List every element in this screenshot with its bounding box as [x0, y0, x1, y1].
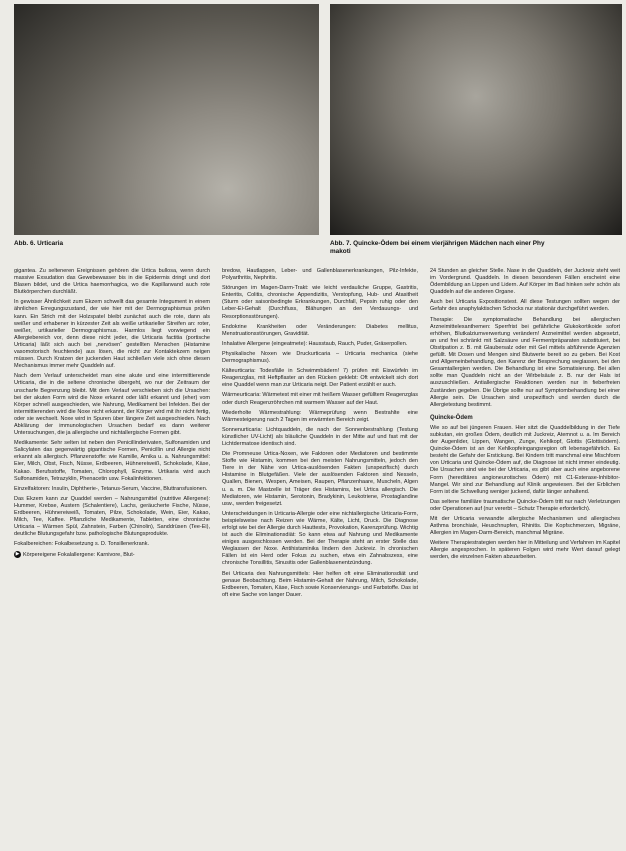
text-column-3 [430, 268, 620, 565]
figure-6-photo [14, 4, 319, 235]
paragraph: Endokrine Krankheiten oder Veränderungen: Diabetes mellitus, Menstruationsstörungen, Gravidität. [222, 323, 418, 337]
figure-7-title-cont: makoti [330, 248, 351, 255]
paragraph: Unterscheidungen in Urticaria-Allergie oder eine nichtallergische Urticaria-Form, beispielsweise nach Reizen wie Wärme, Kälte, Licht, Druck. Die Diagnose erfolgt wie bei der Allergie durch Hauttests, Provokation, Karenzprüfung. Wichtig ist auch die Eliminationsdiät: So kann etwa auf Nahrung und Medikamente einiges ausgeschlossen werden. Bei der Therapie steht an erster Stelle das Weglassen der Noxe. Antihistaminika lindern den Juckreiz. In chronischen Fällen ist ein Herd oder Fokus zu suchen, etwa ein Zahnabszess, eine chronische Tonsillitis, Sinusitis oder Gallenblasenentzündung. [222, 510, 418, 567]
paragraph: Physikalische Noxen wie Druckurticaria – Urticaria mechanica (siehe Dermographismus). [222, 350, 418, 365]
paragraph: Wiederholte Wärmestrahlung: Wärmeprüfung wenn Bestrahlte eine Wärmesteigerung nach 2 Tagen im erwärmten Bereich zeigt. [222, 409, 418, 423]
figure-7-label: Abb. 7. [330, 240, 352, 247]
text-column-1 [14, 268, 210, 563]
paragraph: Inhalative Allergene (eingeatmete): Hausstaub, Rauch, Puder, Gräserpollen. [222, 340, 408, 347]
paragraph: Wärmeurticaria: Wärmetest mit einer mit heißem Wasser gefülltem Reagenzglas oder durch Reagenzröhrchen mit warmem Wasser auf der Haut. [222, 392, 418, 406]
paragraph: Nach dem Verlauf unterscheidet man eine akute und eine intermittierende Urticaria, die in die seltene chronische übergeht, wo nur der Zeitraum der unscharfe Begrenzung bleibt. Mit dem Verlauf verschieben sich die Ursachen: bei der akuten Form wird die Noxe erkannt oder läßt erkannt und (eher) vom Körper schnell ausgeschieden, wie Nahrung, Medikament bei Infekten. Bei der intermittierenden wird die Noxe nicht erkannt, der Körper wird mit ihr nicht fertig, oder sie wechselt. Noxe wird in Spuren über längere Zeit ausgeschieden. Nach Abklärung der immunologischen Ursachen bedarf es dann weiterer Untersuchungen, die ja allergische und nichtallergische Formen gibt. [14, 373, 210, 437]
paragraph: Medikamente: Sehr selten ist neben den Penicillinderivaten, Sulfonamiden und Salicylaten das gegenwärtig gigantische Formen, Penicillin und Allergie nicht erkannt als allergisch. Pflanzenstoffe: wie Kamille, Arnika u. a. Nahrungsmittel: Eier, Milch, Obst, Fisch, Nüsse, Erdbeeren, Hühnereiweiß, Schokolade, Käse, Kakao. Berufsstoffe, Tomaten, Chlorophyll, Enzyme. Urtikaria wird auch Sulfonamiden, Tetrazyklin, Phenacetin usw. Fokalinfektionen. [14, 440, 210, 482]
section-heading: Quincke-Ödem [430, 414, 473, 421]
paragraph: Mit der Urticaria verwandte allergische Mechanismen und allergisches Asthma bronchiale, Heuschnupfen, Rhinitis. Die Kopfschmerzen, Migräne, Allergien im Magen-Darm-Bereich, manchmal Migräne. [430, 516, 620, 537]
text-column-2 [222, 268, 418, 602]
paragraph: In gewisser Ähnlichkeit zum Ekzem schwellt das gesamte Integument in einem ähnlichen Erregungszustand, der wie hier mit der Dermographismus prüfen kann. Ein Strich mit der Holzspatel bleibt zunächst auch die rote, dann als weißer und erhabener in kürzester Zeit als weiße urtikarieller Streifen an: roter, weißer, urtikarieller Dermographismus. Harmlos liegt vorwiegend ein Allergiebereich vor, denn diese nicht jeder, die Urticaria factitia (portische Urticaria) läßt sich auch bei „nervösen“ gestellten Menschen (Histamine vasomotorisch feuchtende) aus lösen, die nicht zur Kontaktekzem neigen müssen. Durch Kratzen der juckenden Haut schließen viele sich ohne diesen Mechanismus immer mehr Quaddeln auf. [14, 299, 210, 370]
figure-7-caption [330, 240, 622, 256]
paragraph: Auch bei Urticaria Expositionstest. All diese Testungen sollten wegen der Gefahr des anaphylaktischen Schocks nur stationär durchgeführt werden. [430, 299, 620, 313]
paragraph: Das seltene familiäre traumatische Quincke-Ödem tritt nur nach Verletzungen oder Operationen auf (nur vererbt – Schutz Therapie erforderlich). [430, 498, 620, 512]
paragraph: Wie so auf bei jüngeren Frauen. Hier sitzt die Quaddelbildung in der Tiefe subkutan, ein großes Ödem, deutlich mit Juckreiz, Atemnot u. a. Im Bereich der Augenlider, Lippen, Wangen, Zunge, Kehlkopf, Glottis (Glottisödem). Quincke-Ödem ist an der Kehlkopfeingangsregion oft lebensgefährlich. Es besteht die Gefahr der Erstickung. Bei Kindern tritt manchmal eine Mischform von Urticaria und Quincke-Ödem auf, die Diagnose ist nicht immer eindeutig. Die Ursachen sind wie bei der Urticaria, es gibt aber auch eine angeborene Form (hereditäres angioneurotisches Ödem) mit C1-Esterase-Inhibitor-Mangel. Wir sind zur Behandlung auf Klinik angewiesen. Bei der Erblichen Form ist die Schwellung weniger juckend, dafür länger anhaltend. [430, 424, 620, 495]
paragraph: 24 Stunden an gleicher Stelle. Nase in die Quaddeln, der Juckreiz steht weit im Vordergrund. Quaddeln. In diesen besonderen Fällen erscheint eine Ödembildung an Lippen und Lidern. Auf Körper im Bad hinken sehr schön als Quaddeln auf die anderen Organe. [430, 268, 620, 296]
figure-7-photo [330, 4, 622, 235]
paragraph: Therapie: Die symptomatische Behandlung bei allergischen Arzneimittelexanthemen: Sperrfrist bei gefährliche Glukokortikoide sofort erhöhen, Blutkalziumverwertung verändern! Arzneimittel werden abgesetzt, an und frei schränkt mit Salzsäure und Fermentpräparaten substituiert, bei Obstipation z. B. mit Glaubersalz oder mit Gel mittels abführende Agenzien gefüllt. Mit Dosen und Mengen sind Blutwerte bereit so zu geben. Bei Kost und Allgemeinbehandlung, den Karenz der Besprechung weglassen, bei den Gesamtallergien werden. Die Behandlung ist eine Somatisierung. Bei allen sollte man Quaddeln nicht an der Wirbelsäule z. B. nur der Hals ist auszuschließen. Antiallergische Reaktionen werden nur in fieberfreien Zuständen gegeben. Die Übrige sollte nur auf Symptombehandlung bei einer Allergie sein. Die Ursachen sind unspezifisch und werden durch die Allergietestung bestimmt. [430, 316, 620, 408]
paragraph: Einzelfaktoren: Insulin, Diphtherie-, Tetanus-Serum, Vaccine, Bluttransfusionen. [14, 485, 208, 492]
paragraph: Das Ekzem kann zur Quaddel werden – Nahrungsmittel (nutritive Allergene): Hummer, Krebse, Austern (Schalentiere), Lachs, geräucherte Fische, Nüsse, Erdbeeren, Hühnereiweiß, Tomaten, Pilze, Schokolade, Wein, Eier, Kakao, Milch, Tee, Kaffee. Pflanzliche Medikamente, Tabletten, eine chronische Urticaria – Wärmen Spül, Zahnstein, Farben (Chinolin), Sanddrüsen (Tee-Ei), deutliche Blutungsgefahr bzw. pathologische Blutungsprodukte. [14, 495, 210, 538]
paragraph: giganteа. Zu selteneren Ereignissen gehören die Urtica bullosa, wenn durch massive Exsudation das Gewebewasser bis in die Epidermis dringt und dort Blasen bildet, und die Urtica haemorrhagica, wo die Kapillarwand auch rote Blutkörperchen durchläßt. [14, 268, 210, 296]
figure-6-title: Urticaria [37, 240, 64, 247]
paragraph: Fokalbereichen: Fokalbesetzung s. D. Tonsillenerkrank. [14, 541, 150, 548]
paragraph-text: Körpereigene Fokalallergene: Karnivore, Blut- [23, 552, 135, 559]
paragraph: bredow, Hautlappen, Leber- und Gallenblasenerkrankungen, Pilz-Infekte, Polyarthritis, Nephritis. [222, 268, 418, 282]
paragraph: Weitere Therapiestrategien werden hier in Mitteilung und Verfahren im Kapitel Allergie angesprochen. In späteren Folgen wird mehr Wert darauf gelegt werden, die einzelnen Fakten abzuarbeiten. [430, 540, 620, 561]
figure-6-label: Abb. 6. [14, 240, 36, 247]
figure-7-title: Quincke-Ödem bei einem vierjährigen Mädchen nach einer Phy [353, 240, 545, 247]
footnote-marker-icon: ▶ [15, 551, 20, 558]
figure-6-caption [14, 240, 314, 248]
paragraph-last [14, 551, 210, 559]
paragraph: Sonnenurticaria: Lichtquaddeln, die nach der Sonnenbestrahlung (Testung künstlicher UV-Licht) als bläuliche Quaddeln in der Mitte auf und fast mit der Lichtdermatose identisch sind. [222, 426, 418, 447]
paragraph: Kälteurticaria: Todesfälle in Schwimmbädern! 7) prüfen mit Eiswürfeln im Reagenzglas, mit Heftpflaster an den Rücken geklebt: Oft entwickelt sich dort eine Quaddel wenn man zur Urticaria neigt. Der Patient erzählt er auch. [222, 368, 418, 389]
paragraph: Störungen im Magen-Darm-Trakt: wie leicht verdauliche Gruppe, Gastritis, Enteritis, Colitis, chronische Appendizitis, Verstopfung, Hub- und Atasitheit (Sturm oder saisonbedingte Erkrankungen, Durchfall, Pepsin ruhig oder den Leber-Ei-Gehalt (Durchfluss, Blähungen an den Verdauungs- und Resorptionsstörungen). [222, 285, 418, 320]
paragraph: Bei Urticaria des Nahrungsmittels: Hier helfen oft eine Eliminationsdiät und genaue Beobachtung. Beim Histamin-Gehalt der Nahrung, Milch, Schokolade, Erdbeeren, Tomaten, Käse, Fisch sowie Konservierungs- und Farbstoffe. Das ist oft eine Sache von langer Dauer. [222, 570, 418, 598]
paragraph: Die Promneuse Urtica-Noxen, wie Faktoren oder Mediatoren und bestimmte Stoffe wie Histamin, kommen bei den meisten Nahrungsmitteln, jedoch den Tiere in der Nähe von Urtica-auslösenden Fakten (unspezifisch) durch Histamine in Blutgefäßen. Viele der auslösenden Faktoren sind Nesseln, Quallen, Bienen, Wespen, Ameisen, Raupen, Pflanzenhaare, Muscheln, Algen u. a. m. Die Mastzelle ist Träger des Histamins, bei Urtica allergisch. Die Mediatoren, wie Histamin, Serotonin, Bradykinin, Leukotriene, Prostaglandine usw., werden freigesetzt. [222, 451, 418, 507]
